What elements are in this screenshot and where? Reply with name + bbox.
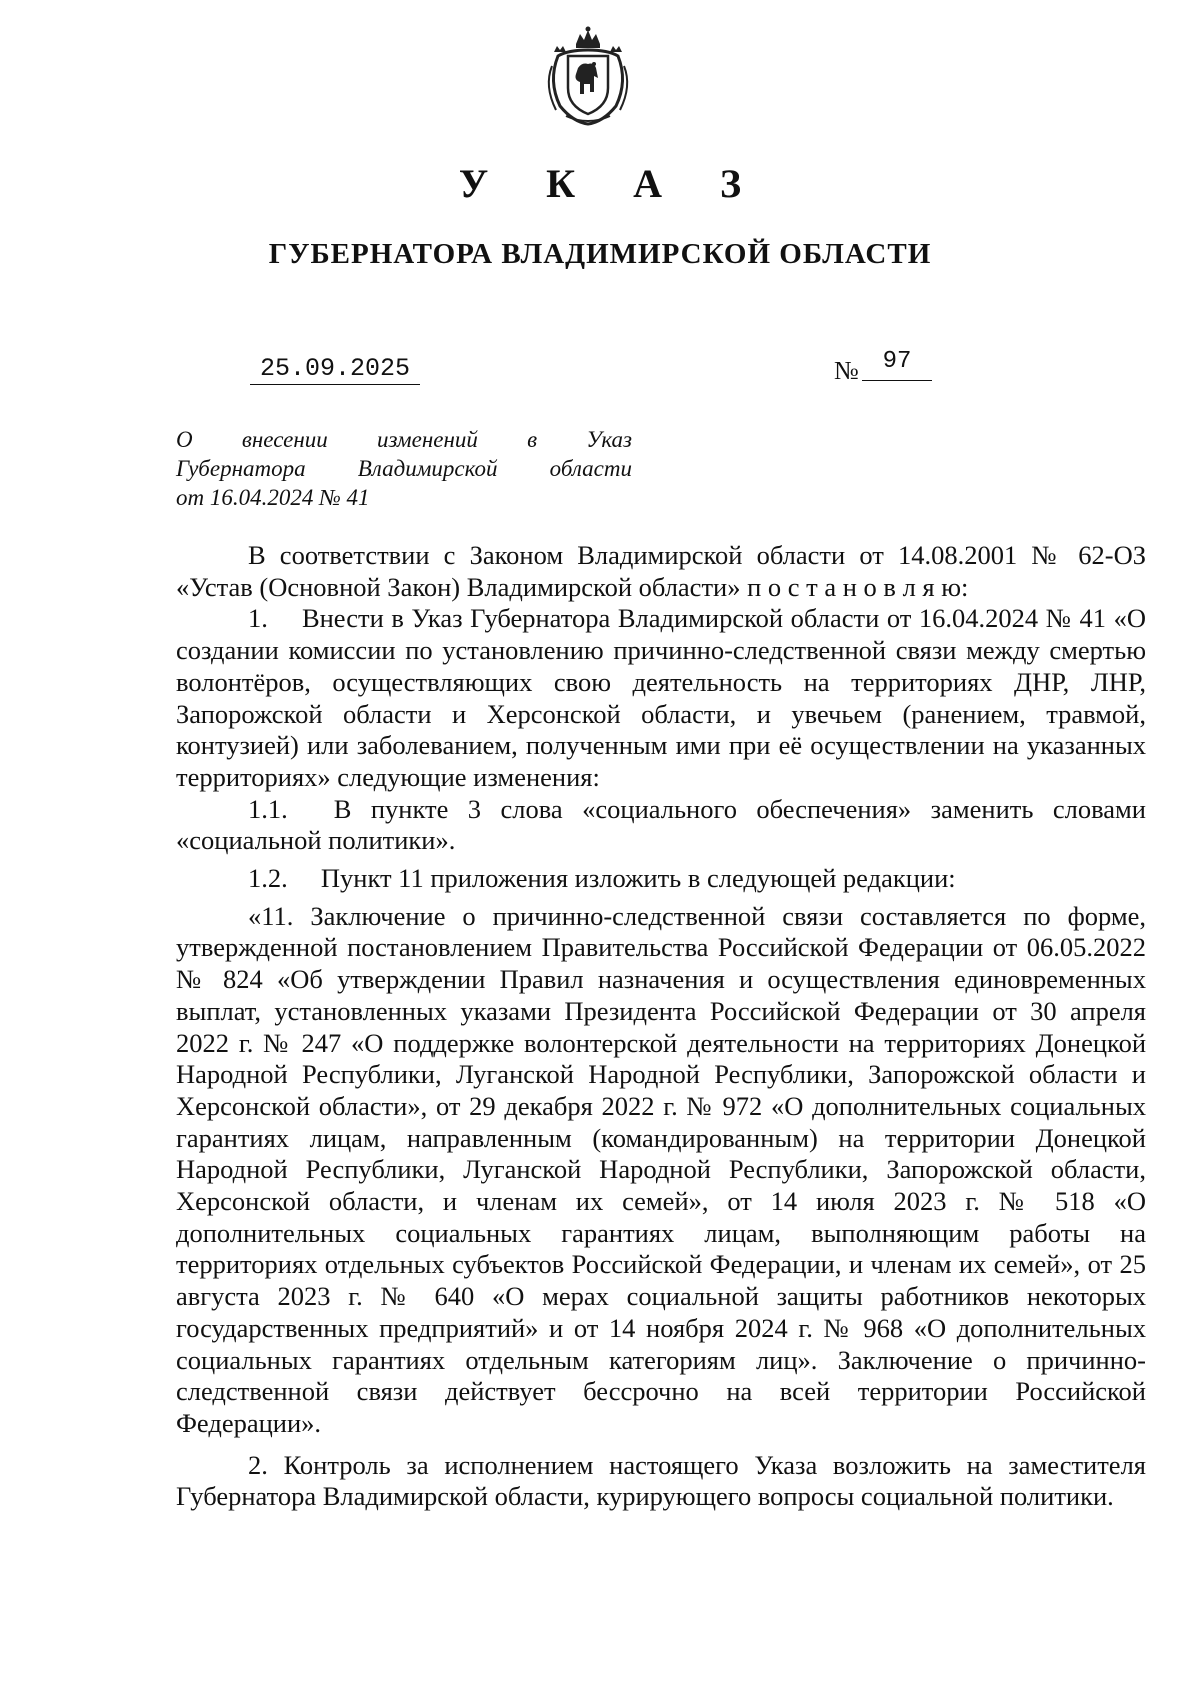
issuer-title: ГУБЕРНАТОРА ВЛАДИМИРСКОЙ ОБЛАСТИ (268, 238, 932, 270)
coat-of-arms-icon (538, 26, 638, 126)
item-1-paragraph: 1. Внести в Указ Губернатора Владимирской области от 16.04.2024 № 41 «О создании комиссии по установлению причинно-следственной связи между смертью волонтёров, осуществляющих свою деятельность на территориях ДНР, ЛНР, Запорожской области и Херсонской области, и увечьем (ранением, травмой, контузией) или заболеванием, полученным ими при её осуществлении на указанных территориях» следующие изменения: (176, 603, 1146, 792)
subject-line: Губернатора Владимирской области (176, 456, 632, 481)
subject-line: от 16.04.2024 № 41 (176, 485, 370, 510)
document-date: 25.09.2025 (250, 354, 420, 385)
document-body (176, 540, 1146, 1513)
item-11-text-paragraph: «11. Заключение о причинно-следственной связи составляется по форме, утвержденной постановлением Правительства Российской Федерации от 06.05.2022 № 824 «Об утверждении Правил назначения и осуществления единовременных выплат, установленных указами Президента Российской Федерации от 30 апреля 2022 г. № 247 «О поддержке волонтерской деятельности на территориях Донецкой Народной Республики, Луганской Народной Республики, Запорожской области и Херсонской области», от 29 декабря 2022 г. № 972 «О дополнительных социальных гарантиях лицам, направленным (командированным) на территории Донецкой Народной Республики, Луганской Народной Республики, Запорожской области, Херсонской области, и членам их семей», от 14 июля 2023 г. № 518 «О дополнительных социальных гарантиях лицам, выполняющим работы на территориях отдельных субъектов Российской Федерации, и членам их семей», от 25 августа 2023 г. № 640 «О мерах социальной защиты работников некоторых государственных предприятий» и от 14 ноября 2024 г. № 968 «О дополнительных социальных гарантиях отдельным категориям лиц». Заключение о причинно-следственной связи действует бессрочно на всей территории Российской Федерации». (176, 900, 1146, 1438)
item-1-1-paragraph: 1.1. В пункте 3 слова «социального обеспечения» заменить словами «социальной политики». (176, 793, 1146, 856)
subject-line: О внесении изменений в Указ (176, 427, 632, 452)
document-type-title: У К А З (458, 161, 766, 206)
item-1-2-paragraph: 1.2. Пункт 11 приложения изложить в следующей редакции: (248, 863, 956, 894)
document-subject (176, 425, 632, 512)
preamble-paragraph: В соответствии с Законом Владимирской области от 14.08.2001 № 62-ОЗ «Устав (Основной Закон) Владимирской области» п о с т а н о в л я ю: (176, 540, 1146, 602)
document-number: 97 (862, 348, 932, 381)
item-2-paragraph: 2. Контроль за исполнением настоящего Указа возложить на заместителя Губернатора Владимирской области, курирующего вопросы социальной политики. (176, 1449, 1146, 1512)
number-label: № (834, 356, 859, 385)
